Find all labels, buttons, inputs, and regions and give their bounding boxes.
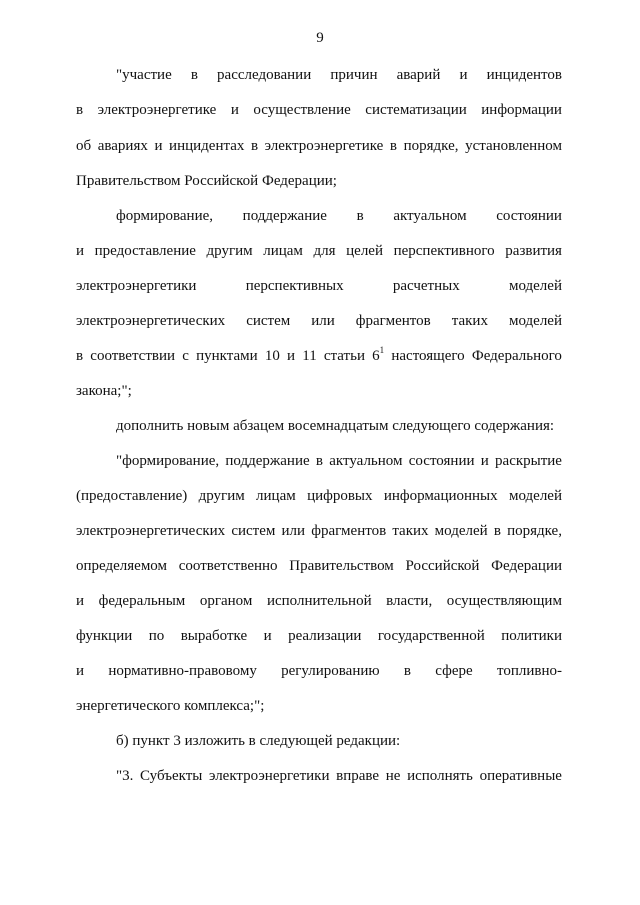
page-number: 9 xyxy=(316,30,324,46)
word: информации xyxy=(481,102,562,118)
text-line-11: дополнить новым абзацем восемнадцатым следующего содержания: xyxy=(116,418,555,434)
word: целей xyxy=(346,243,383,259)
text-line-5 xyxy=(116,206,562,226)
word: систематизации xyxy=(365,102,467,118)
text-line-19: энергетического комплекса;"; xyxy=(76,698,265,714)
word: инцидентах xyxy=(169,138,245,154)
text-line-9 xyxy=(76,346,562,366)
word: электроэнергетических xyxy=(76,313,226,329)
word: органом xyxy=(199,593,253,609)
word: политики xyxy=(501,628,562,644)
word: соответствии xyxy=(90,348,176,364)
word: и xyxy=(263,628,272,644)
text-line-14 xyxy=(76,521,562,541)
word: раскрытие xyxy=(495,453,562,469)
word: в xyxy=(76,102,84,118)
word: актуальном xyxy=(393,208,467,224)
word: в xyxy=(250,138,259,154)
text-line-15 xyxy=(76,556,562,576)
word: формирование, xyxy=(116,208,214,224)
word: "3. xyxy=(116,768,134,784)
word: власти, xyxy=(386,593,433,609)
word: систем xyxy=(246,313,291,329)
word: в xyxy=(493,523,501,539)
word: настоящего xyxy=(391,348,465,364)
word: инцидентов xyxy=(486,67,562,83)
word: моделей xyxy=(434,523,488,539)
word: для xyxy=(313,243,336,259)
word: аварий xyxy=(396,67,441,83)
word: Федерального xyxy=(471,348,562,364)
word: моделей xyxy=(508,313,562,329)
word: электроэнергетических xyxy=(76,523,226,539)
word: нормативно-правовому xyxy=(108,663,257,679)
word: актуальном xyxy=(329,453,403,469)
word: систем xyxy=(231,523,276,539)
text-line-17 xyxy=(76,626,562,646)
word: в xyxy=(190,67,198,83)
word: (предоставление) xyxy=(76,488,188,504)
word: развития xyxy=(505,243,562,259)
word: моделей xyxy=(508,488,562,504)
word: в xyxy=(315,453,323,469)
word: лицам xyxy=(263,243,303,259)
word: цифровых xyxy=(307,488,373,504)
word: пунктами xyxy=(196,348,258,364)
word: и xyxy=(76,663,85,679)
word: электроэнергетики xyxy=(76,278,197,294)
word: Российской xyxy=(405,558,480,574)
word: в xyxy=(76,348,84,364)
word: вправе xyxy=(336,768,380,784)
word: перспективного xyxy=(393,243,495,259)
word: установленном xyxy=(465,138,562,154)
word: поддержание xyxy=(242,208,327,224)
text-line-2 xyxy=(76,100,562,120)
word: федеральным xyxy=(98,593,186,609)
word: электроэнергетике xyxy=(264,138,384,154)
word: 10 xyxy=(264,348,280,364)
word: сфере xyxy=(435,663,473,679)
word: в xyxy=(356,208,364,224)
word: другим xyxy=(198,488,245,504)
word: с xyxy=(182,348,189,364)
text-line-20: б) пункт 3 изложить в следующей редакции: xyxy=(116,733,401,749)
word: оперативные xyxy=(479,768,562,784)
word: в xyxy=(389,138,398,154)
word: осуществляющим xyxy=(446,593,562,609)
word: не xyxy=(385,768,401,784)
word: и xyxy=(154,138,163,154)
text-line-13 xyxy=(76,486,562,506)
word: фрагментов xyxy=(311,523,387,539)
word: по xyxy=(148,628,165,644)
word: выработке xyxy=(180,628,248,644)
word: электроэнергетике xyxy=(97,102,217,118)
word: состоянии xyxy=(496,208,562,224)
text-line-10: закона;"; xyxy=(76,383,132,399)
word: моделей xyxy=(508,278,562,294)
text-line-6 xyxy=(76,241,562,261)
word: расчетных xyxy=(392,278,460,294)
word: расследовании xyxy=(217,67,312,83)
word: и xyxy=(459,67,468,83)
text-line-4: Правительством Российской Федерации; xyxy=(76,173,337,189)
word: и xyxy=(287,348,296,364)
word: Федерации xyxy=(491,558,562,574)
text-line-3 xyxy=(76,136,562,156)
text-line-21 xyxy=(116,766,562,786)
word: причин xyxy=(330,67,378,83)
word: соответственно xyxy=(178,558,278,574)
word: осуществление xyxy=(253,102,351,118)
word: или xyxy=(311,313,335,329)
word: Правительством xyxy=(289,558,394,574)
word: и xyxy=(76,243,85,259)
word: исполнять xyxy=(407,768,473,784)
word: другим xyxy=(206,243,253,259)
word: и xyxy=(230,102,239,118)
article-number: 6 xyxy=(372,348,380,364)
text-line-1 xyxy=(116,65,562,85)
word: функции xyxy=(76,628,133,644)
word: "формирование, xyxy=(116,453,220,469)
text-line-16 xyxy=(76,591,562,611)
word: реализации xyxy=(288,628,362,644)
word: и xyxy=(76,593,85,609)
word: фрагментов xyxy=(355,313,431,329)
word: состоянии xyxy=(408,453,475,469)
word: таких xyxy=(451,313,488,329)
word: предоставление xyxy=(94,243,196,259)
word: таких xyxy=(392,523,429,539)
word: регулированию xyxy=(281,663,380,679)
article-superscript: 1 xyxy=(379,345,385,355)
word: Субъекты xyxy=(140,768,203,784)
word: об xyxy=(76,138,92,154)
word: "участие xyxy=(116,67,172,83)
word: в xyxy=(403,663,411,679)
word: 11 xyxy=(302,348,317,364)
article-reference xyxy=(372,346,384,366)
word: определяемом xyxy=(76,558,168,574)
text-line-12 xyxy=(116,451,562,471)
word: информационных xyxy=(383,488,498,504)
word: порядке, xyxy=(507,523,562,539)
text-line-18 xyxy=(76,661,562,681)
word: или xyxy=(281,523,306,539)
word: статьи xyxy=(323,348,365,364)
word: поддержание xyxy=(225,453,310,469)
word: электроэнергетики xyxy=(209,768,330,784)
word: и xyxy=(480,453,489,469)
word: перспективных xyxy=(245,278,344,294)
word: авариях xyxy=(97,138,148,154)
text-line-7 xyxy=(76,276,562,296)
word: порядке, xyxy=(403,138,459,154)
word: топливно- xyxy=(496,663,562,679)
text-line-8 xyxy=(76,311,562,331)
word: лицам xyxy=(256,488,296,504)
word: исполнительной xyxy=(266,593,372,609)
word: государственной xyxy=(377,628,485,644)
